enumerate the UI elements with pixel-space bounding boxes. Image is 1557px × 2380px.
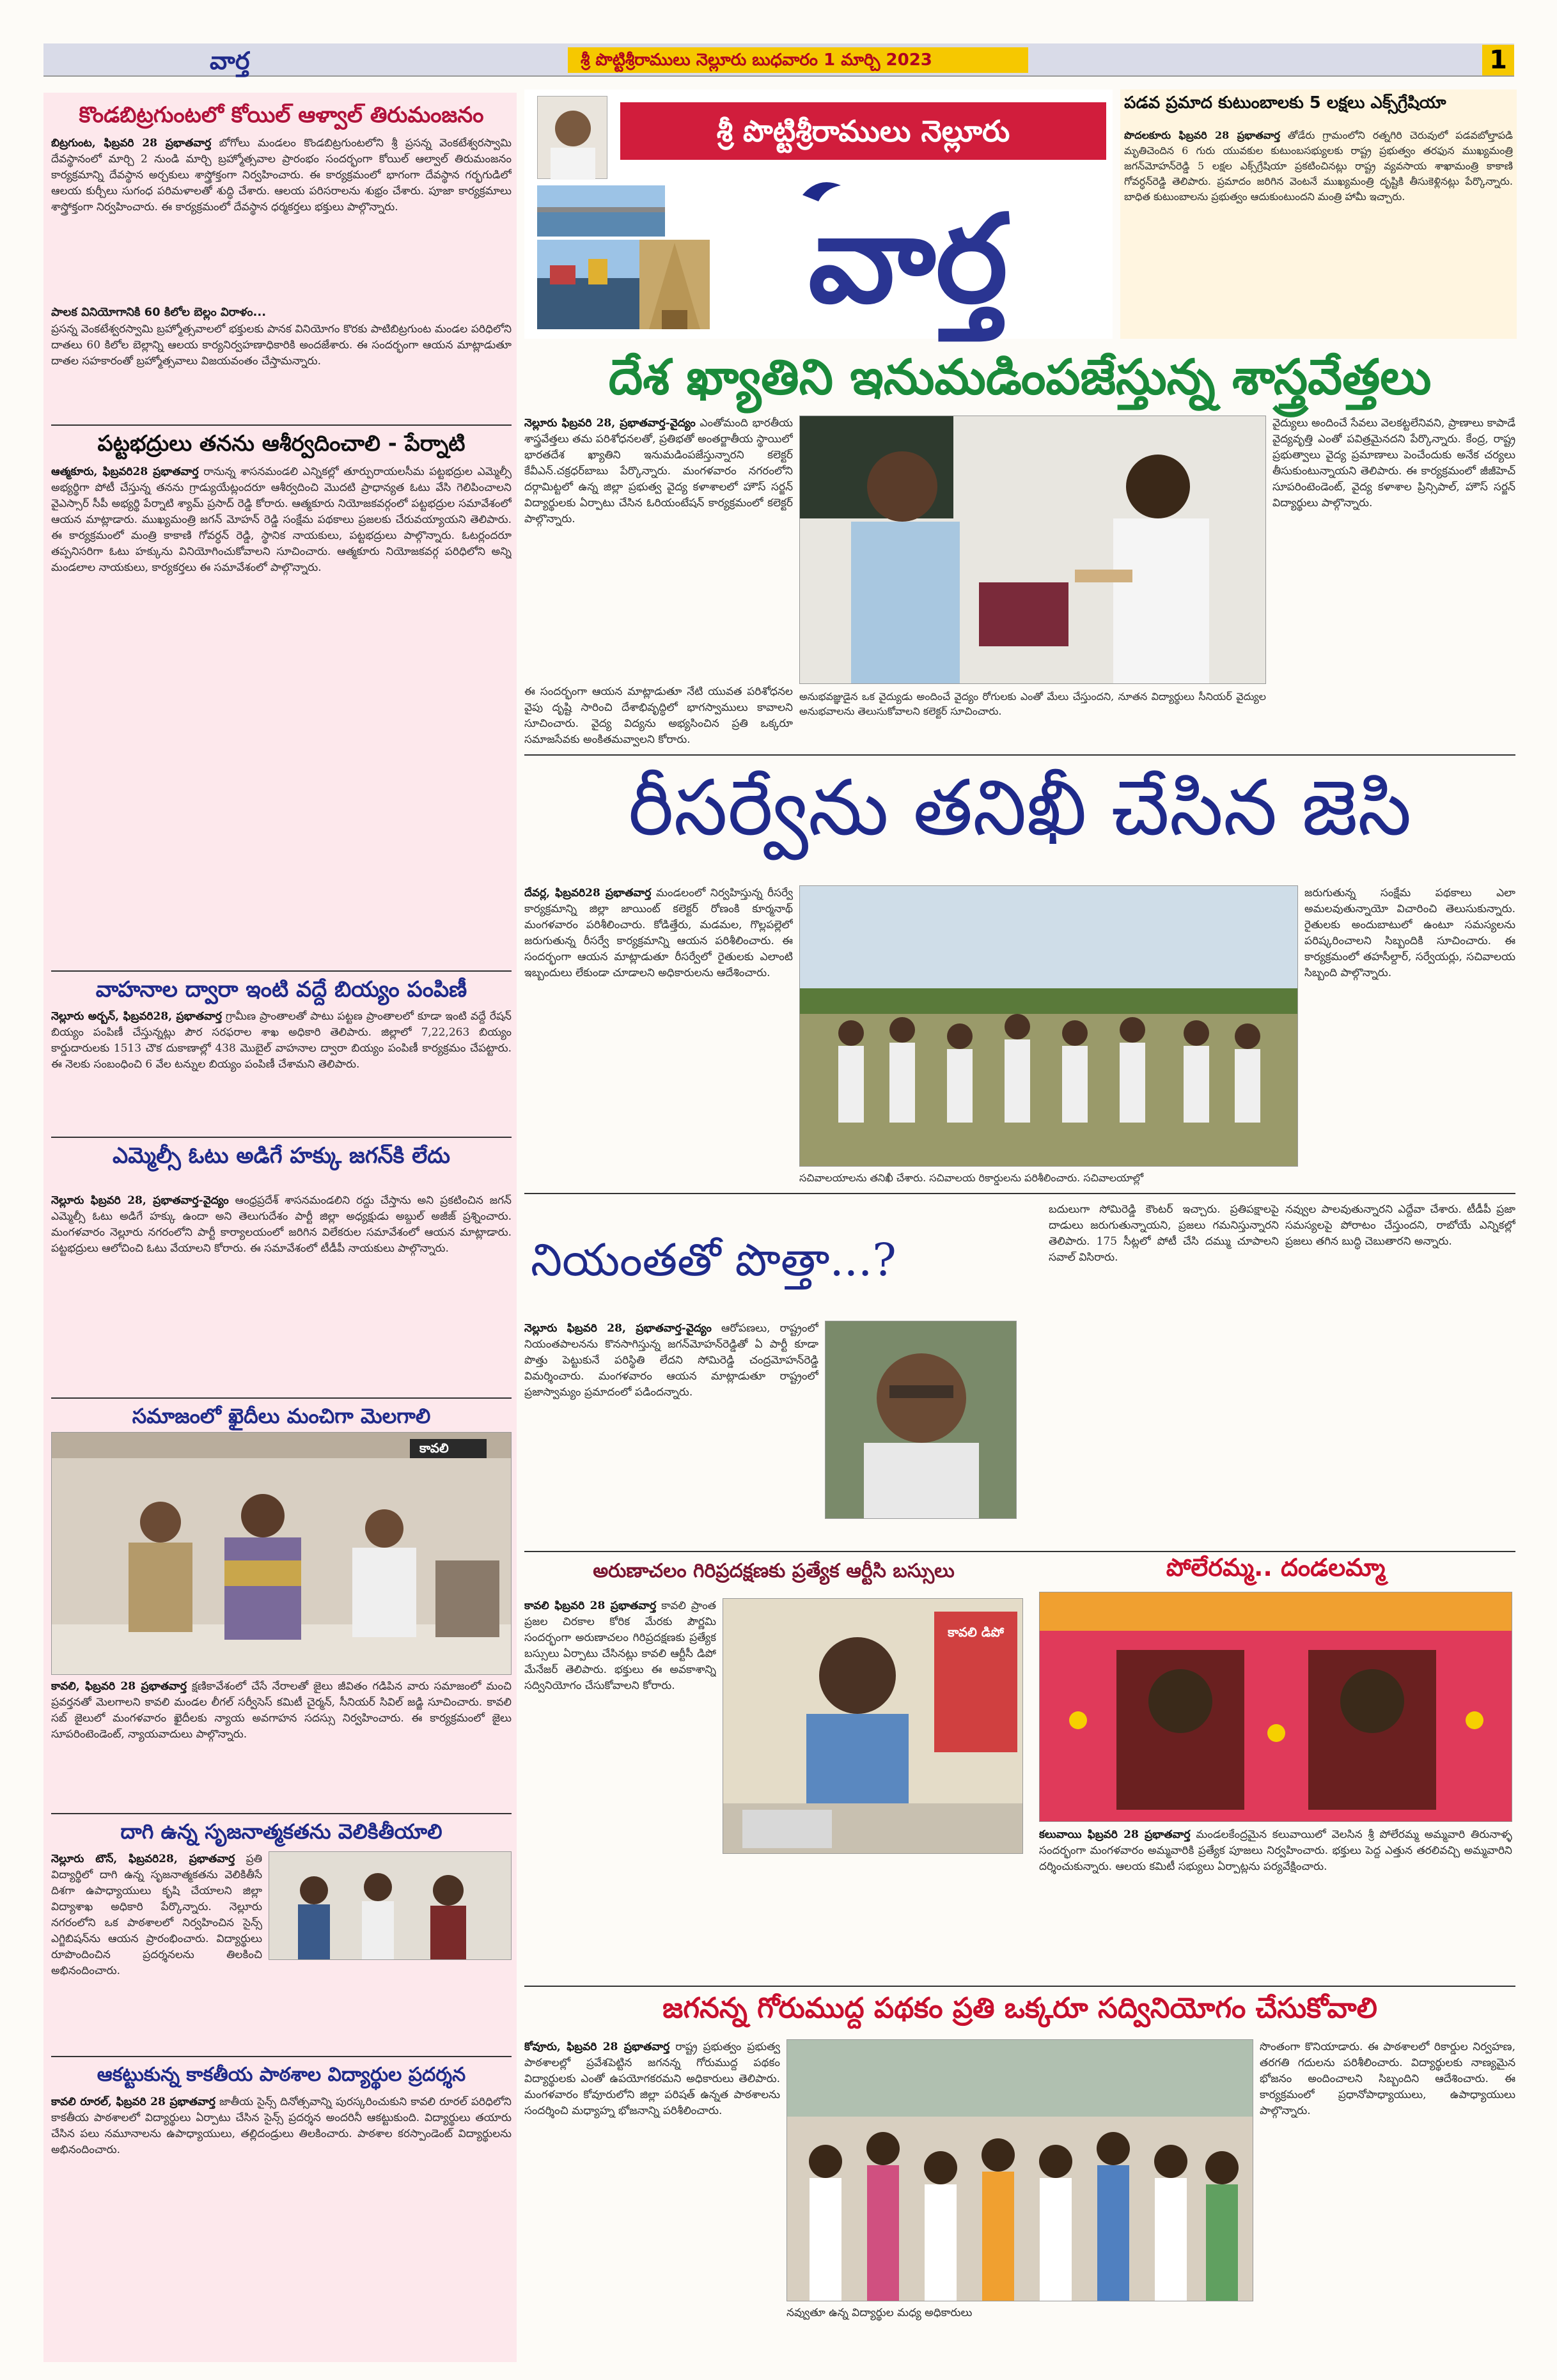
divider bbox=[524, 1551, 1515, 1552]
science-col2-text: ఈ సందర్భంగా ఆయన మాట్లాడుతూ నేటి యువత పరిశోధనల వైపు దృష్టి సారించి దేశాభివృద్ధిలో భాగస్వాములు కావాలని సూచించారు. వైద్య విద్యను అభ్యసించిన ప్రతి ఒక్కరూ సమాజసేవకు అంకితమవ్వాలని కోరారు. bbox=[524, 685, 793, 746]
exgratia-headline: పడవ ప్రమాద కుటుంబాలకు 5 లక్షలు ఎక్స్‌గ్రేషియా bbox=[1124, 93, 1446, 113]
divider bbox=[524, 1986, 1515, 1987]
school-headline: జగనన్న గోరుముద్ద పథకం ప్రతి ఒక్కరూ సద్వినియోగం చేసుకోవాలి bbox=[662, 1992, 1377, 2025]
science-col1 bbox=[524, 416, 793, 678]
story1-subhead: పాలక వినియోగానికి 60 కిలోల బెల్లం విరాళం... bbox=[51, 306, 267, 319]
temple-deity-photo bbox=[1039, 1592, 1512, 1822]
story1-body2: ప్రసన్న వెంకటేశ్వరస్వామి బ్రహ్మోత్సవాలలో భక్తులకు పానక వినియోగం కొరకు పాటిబిట్రగుంట మండల పరిధిలోని దాతలు 60 కిలోల బెల్లాన్ని ఆలయ కార్యనిర్వహణాధికారికి అందజేశారు. ఈ సందర్భంగా ఆయన మాట్లాడుతూ దాతల సహకారంతో బ్రహ్మోత్సవాలు విజయవంతం చేస్తామన్నారు. bbox=[51, 323, 512, 368]
politics-col1 bbox=[524, 1321, 818, 1544]
port-photo bbox=[537, 240, 639, 329]
school-caption: నవ్వుతూ ఉన్న విద్యార్థుల మధ్య అధికారులు bbox=[786, 2306, 973, 2319]
temple-body bbox=[1039, 1827, 1512, 1980]
story2-dateline: ఆత్మకూరు, ఫిబ్రవరి28 ప్రభాతవార్త bbox=[51, 465, 199, 478]
school-col1 bbox=[524, 2039, 780, 2359]
temple-illustration bbox=[639, 240, 710, 329]
story3-text: గ్రామీణ ప్రాంతాలతో పాటు పట్టణ ప్రాంతాలలో కూడా ఇంటి వద్దే రేషన్ బియ్యం పంపిణీ చేస్తున్నట్లు పౌర సరఫరాల శాఖ అధికారి తెలిపారు. జిల్లాలో 7,22,263 బియ్యం కార్డుదారులకు 1513 చౌక దుకాణాల్లో 438 మొబైల్ వాహనాల ద్వారా బియ్యం పంపిణీ కార్యక్రమం చేపట్టారు. ఈ నెలకు సంబంధించి 6 వేల టన్నుల బియ్యం పంపిణీ చేశామని తెలిపారు. bbox=[51, 1010, 512, 1071]
story4-body bbox=[51, 1193, 512, 1391]
somireddy-photo bbox=[825, 1321, 1017, 1519]
resurvey-col-left bbox=[524, 885, 793, 1186]
jail-photo-illustration bbox=[52, 1433, 512, 1675]
politics-headline: నియంతతో పొత్తా...? bbox=[531, 1234, 896, 1286]
strip-logo: వార్త bbox=[210, 46, 250, 75]
politics-col1-text: ఆరోపణలు, రాష్ట్రంలో నియంతపాలనను కొనసాగిస్తున్న జగన్‌మోహన్‌రెడ్డితో ఏ పార్టీ కూడా పొత్తు పెట్టుకునే పరిస్థితి లేదని సోమిరెడ్డి చంద్రమోహన్‌రెడ్డి విమర్శించారు. మంగళవారం ఆయన మాట్లాడుతూ రాష్ట్రంలో ప్రజాస్వామ్యం ప్రమాదంలో పడిందన్నారు. bbox=[524, 1322, 818, 1399]
exgratia-story bbox=[1120, 89, 1517, 339]
story5-dateline: కావలి, ఫిబ్రవరి 28 ప్రభాతవార్త bbox=[51, 1680, 187, 1693]
story5-headline: సమాజంలో ఖైదీలు మంచిగా మెలగాలి bbox=[132, 1404, 431, 1428]
school-col1-text: రాష్ట్ర ప్రభుత్వం ప్రభుత్వ పాఠశాలల్లో ప్రవేశపెట్టిన జగనన్న గోరుముద్ద పథకం విద్యార్థులకు ఎంతో ఉపయోగకరమని అధికారులు తెలిపారు. మంగళవారం కోవూరులోని జిల్లా పరిషత్ ఉన్నత పాఠశాలను సందర్శించి మధ్యాహ్న భోజనాన్ని పరిశీలించారు. bbox=[524, 2041, 780, 2117]
divider bbox=[51, 970, 512, 972]
story2-body bbox=[51, 464, 512, 963]
resurvey-headline: రీసర్వేను తనిఖీ చేసిన జెసి bbox=[628, 764, 1412, 853]
jail-photo-sign: కావలి bbox=[419, 1440, 449, 1456]
story6-text: ప్రతి విద్యార్థిలో దాగి ఉన్న సృజనాత్మకతను వెలికితీసే దిశగా ఉపాధ్యాయులు కృషి చేయాలని జిల్లా విద్యాశాఖ అధికారి పేర్కొన్నారు. నెల్లూరు నగరంలోని ఒక పాఠశాలలో నిర్వహించిన సైన్స్ ఎగ్జిబిషన్‌ను ఆయన ప్రారంభించారు. విద్యార్థులు రూపొందించిన ప్రదర్శనలను తిలకించి అభినందించారు. bbox=[51, 1853, 262, 1977]
depot-sign: కావలి డిపో bbox=[948, 1624, 1004, 1640]
story7-dateline: కావలి రూరల్, ఫిబ్రవరి 28 ప్రభాతవార్త bbox=[51, 2096, 215, 2108]
page-number: 1 bbox=[1482, 45, 1514, 75]
deity-illustration bbox=[1040, 1592, 1512, 1822]
temple-dateline: కలువాయి ఫిబ్రవరి 28 ప్రభాతవార్త bbox=[1039, 1828, 1191, 1841]
bus-dateline: కావలి ఫిబ్రవరి 28 ప్రభాతవార్త bbox=[524, 1599, 657, 1612]
resurvey-col-left-text: మండలంలో నిర్వహిస్తున్న రీసర్వే కార్యక్రమాన్ని జిల్లా జాయింట్ కలెక్టర్ రోణంకి కూర్మనాథ్ మంగళవారం పరిశీలించారు. కోడిత్తేరు, మడమల, గొల్లపల్లెలో జరుగుతున్న రీసర్వే కార్యక్రమాన్ని ఆయన పరిశీలించారు. ఈ సందర్భంగా ఆయన మాట్లాడుతూ రీసర్వేలో రైతులకు ఎలాంటి ఇబ్బందులు లేకుండా చూడాలని అధికారులను ఆదేశించారు. bbox=[524, 887, 793, 979]
science-caption: అనుభవజ్ఞుడైన ఒక వైద్యుడు అందించే వైద్యం రోగులకు ఎంతో మేలు చేస్తుందని, నూతన విద్యార్థులు సీనియర్ వైద్యుల అనుభవాలను తెలుసుకోవాలని కలెక్టర్ సూచించారు. bbox=[799, 690, 1266, 717]
divider bbox=[51, 2056, 512, 2057]
story7-body bbox=[51, 2094, 512, 2356]
story1-dateline: బిట్రగుంట, ఫిబ్రవరి 28 ప్రభాతవార్త bbox=[51, 137, 212, 150]
scientists-banner-headline: దేశ ఖ్యాతిని ఇనుమడింపజేస్తున్న శాస్త్రవేత్తలు bbox=[608, 348, 1432, 405]
politician-illustration bbox=[825, 1321, 1017, 1519]
exgratia-dateline: పొదలకూరు ఫిబ్రవరి 28 ప్రభాతవార్త bbox=[1124, 129, 1280, 141]
story6-dateline: నెల్లూరు టౌన్, ఫిబ్రవరి28, ప్రభాతవార్త bbox=[51, 1853, 235, 1865]
story4-dateline: నెల్లూరు ఫిబ్రవరి 28, ప్రభాతవార్త-వైద్యం bbox=[51, 1194, 229, 1207]
temple-headline: పోలేరమ్మ.. దండలమ్మా bbox=[1166, 1553, 1386, 1582]
resurvey-dateline: దేవర్ల, ఫిబ్రవరి28 ప్రభాతవార్త bbox=[524, 887, 652, 899]
masthead bbox=[524, 89, 1113, 339]
expo-photo-illustration bbox=[269, 1852, 512, 1960]
story6-body-left bbox=[51, 1851, 262, 2049]
story6-headline: దాగి ఉన్న సృజనాత్మకతను వెలికితీయాలి bbox=[120, 1819, 442, 1844]
bridge-illustration bbox=[537, 185, 665, 237]
collector-event-photo bbox=[799, 416, 1266, 684]
school-dateline: కోవూరు, ఫిబ్రవరి 28 ప్రభాతవార్త bbox=[524, 2041, 670, 2053]
students-illustration bbox=[787, 2040, 1253, 2301]
divider bbox=[524, 754, 1515, 756]
bridge-photo bbox=[537, 185, 665, 237]
story1-body bbox=[51, 136, 512, 302]
founder-portrait bbox=[537, 96, 607, 179]
depot-manager-photo bbox=[723, 1598, 1023, 1854]
exgratia-body bbox=[1124, 128, 1513, 332]
masthead-strip bbox=[43, 43, 1514, 77]
divider bbox=[51, 424, 512, 426]
jail-awareness-photo bbox=[51, 1432, 512, 1675]
divider bbox=[51, 1813, 512, 1814]
resurvey-col-right: జరుగుతున్న సంక్షేమ పథకాలు ఎలా అమలవుతున్నాయో విచారించి తెలుసుకున్నారు. రైతులకు అందుబాటులో ఉంటూ సమస్యలను పరిష్కరించాలని సిబ్బందికి సూచించారు. ఈ కార్యక్రమంలో తహసీల్దార్, సర్వేయర్లు, సచివాలయ సిబ్బంది పాల్గొన్నారు. bbox=[1304, 887, 1515, 979]
story5-body bbox=[51, 1679, 512, 1807]
divider bbox=[51, 1137, 512, 1138]
politics-dateline: నెల్లూరు ఫిబ్రవరి 28, ప్రభాతవార్త-వైద్యం bbox=[524, 1322, 712, 1335]
story4-text: ఆంధ్రప్రదేశ్ శాసనమండలిని రద్దు చేస్తాను అని ప్రకటించిన జగన్ ఎమ్మెల్సీ ఓటు అడిగే హక్కు ఉందా అని తెలుగుదేశం పార్టీ జిల్లా అధ్యక్షుడు అబ్దుల్ అజీజ్ ప్రశ్నించారు. మంగళవారం నెల్లూరు నగరంలోని పార్టీ కార్యాలయంలో జరిగిన విలేకరుల సమావేశంలో ఆయన మాట్లాడారు. పట్టభద్రులు ఆలోచించి ఓటు వేయాలని కోరారు. ఈ సమావేశంలో టీడీపీ నాయకులు పాల్గొన్నారు. bbox=[51, 1194, 512, 1255]
main-logo: వార్త bbox=[808, 187, 1008, 330]
story2-headline: పట్టభద్రులు తనను ఆశీర్వదించాలి - పేర్నాటి bbox=[97, 431, 466, 456]
story1-headline: కొండబిట్రగుంటలో కోయిల్ ఆళ్వాల్ తిరుమంజనం bbox=[79, 102, 484, 128]
resurvey-field-photo bbox=[799, 885, 1298, 1167]
story1-text: బోగోలు మండలం కొండబిట్రగుంటలోని శ్రీ ప్రసన్న వెంకటేశ్వరస్వామి దేవస్థానంలో మార్చి 2 నుండి మార్చి బ్రహ్మోత్సవాల ప్రారంభం సందర్భంగా కోయిల్ ఆల్వాల్ తిరుమంజనం కార్యక్రమాన్ని దేవస్థాన అర్చకులు శాస్త్రోక్తంగా నిర్వహించారు. ఈ కార్యక్రమంలో భాగంగా దేవస్థాన గర్భగుడిలో ఆలయ కుర్చీలు సుగంధ పరిమళాలతో శుద్ధి చేశారు. ఆలయ పరిసరాలను శుభ్రం చేశారు. పూజా కార్యక్రమాలు శాస్త్రోక్తంగా నిర్వహించారు. ఈ కార్యక్రమంలో దేవస్థాన ధర్మకర్తలు భక్తులు పాల్గొన్నారు. bbox=[51, 137, 512, 214]
story5-text: క్షణికావేశంలో చేసే నేరాలతో జైలు జీవితం గడిపిన వారు సమాజంలో మంచి ప్రవర్తనతో మెలగాలని కావలి మండల లీగల్ సర్వీసెస్ కమిటీ చైర్మన్, సీనియర్ సివిల్ జడ్జి సూచించారు. కావలి సబ్ జైలులో మంగళవారం ఖైదీలకు న్యాయ అవగాహన సదస్సు నిర్వహించారు. ఈ కార్యక్రమంలో జైలు సూపరింటెండెంట్, న్యాయవాదులు పాల్గొన్నారు. bbox=[51, 1680, 512, 1741]
science-col1-text: ఎంతోమంది భారతీయ శాస్త్రవేత్తలు తమ పరిశోధనలతో, ప్రతిభతో అంతర్జాతీయ స్థాయిలో భారతదేశ ఖ్యాతిని ఇనుమడింపజేస్తున్నారని కలెక్టర్ కేవీఎన్.చక్రధర్‌బాబు పేర్కొన్నారు. మంగళవారం నగరంలోని దర్గామిట్టలో ఉన్న జిల్లా ప్రభుత్వ వైద్య కళాశాలలో హౌస్ సర్జన్ విద్యార్థులకు ఏర్పాటు చేసిన ఓరియంటేషన్ కార్యక్రమంలో కలెక్టర్ పాల్గొన్నారు. bbox=[524, 417, 793, 525]
story4-headline: ఎమ్మెల్సీ ఓటు అడిగే హక్కు జగన్‌కి లేదు bbox=[112, 1143, 451, 1169]
story3-headline: వాహనాల ద్వారా ఇంటి వద్దే బియ్యం పంపిణీ bbox=[95, 977, 467, 1002]
temple-text: మండలకేంద్రమైన కలువాయిలో వెలసిన శ్రీ పోలేరమ్మ అమ్మవారి తిరునాళ్ళ సందర్భంగా మంగళవారం అమ్మవారికి ప్రత్యేక పూజలు నిర్వహించారు. భక్తులు పెద్ద ఎత్తున తరలివచ్చి అమ్మవారిని దర్శించుకున్నారు. ఆలయ కమిటీ సభ్యులు ఏర్పాట్లను పర్యవేక్షించారు. bbox=[1039, 1828, 1512, 1873]
bus-headline: అరుణాచలం గిరిప్రదక్షణకు ప్రత్యేక ఆర్టీసి బస్సులు bbox=[593, 1560, 955, 1582]
bus-text: కావలి ప్రాంత ప్రజల చిరకాల కోరిక మేరకు పౌర్ణమి సందర్భంగా అరుణాచలం గిరిప్రదక్షణకు ప్రత్యేక బస్సులు ఏర్పాటు చేసినట్లు కావలి ఆర్టీసీ డిపో మేనేజర్ తెలిపారు. భక్తులు ఈ అవకాశాన్ని సద్వినియోగం చేసుకోవాలని కోరారు. bbox=[524, 1599, 716, 1692]
story3-body bbox=[51, 1009, 512, 1130]
divider bbox=[51, 1397, 512, 1399]
story3-dateline: నెల్లూరు అర్బన్, ఫిబ్రవరి28, ప్రభాతవార్త bbox=[51, 1010, 222, 1023]
science-col4: వైద్యులు అందించే సేవలు వెలకట్టలేనివని, ప్రాణాలు కాపాడే వైద్యవృత్తి ఎంతో పవిత్రమైనదని పేర్కొన్నారు. కేంద్ర, రాష్ట్ర ప్రభుత్వాలు వైద్య ప్రమాణాలు పెంచేందుకు అనేక చర్యలు తీసుకుంటున్నాయని తెలిపారు. ఈ కార్యక్రమంలో జీజీహెచ్ సూపరింటెండెంట్, వైద్య కళాశాల ప్రిన్సిపాల్, హౌస్ సర్జన్ విద్యార్థులు పాల్గొన్నారు. bbox=[1272, 417, 1515, 509]
portrait-illustration bbox=[538, 97, 608, 180]
bus-body bbox=[524, 1598, 716, 1995]
story7-text: జాతీయ సైన్స్ దినోత్సవాన్ని పురస్కరించుకుని కావలి రూరల్ పరిధిలోని కాకతీయ పాఠశాలలో విద్యార్థులు ఏర్పాటు చేసిన సైన్స్ ప్రదర్శన అందరినీ ఆకట్టుకుంది. విద్యార్థులు తయారు చేసిన పలు నమూనాలను ఉపాధ్యాయులు, తల్లిదండ్రులు తిలకించారు. పాఠశాల కరస్పాండెంట్ విద్యార్థులను అభినందించారు. bbox=[51, 2096, 512, 2156]
collector-photo-illustration bbox=[800, 416, 1266, 684]
edition-line: శ్రీ పొట్టిశ్రీరాములు నెల్లూరు బుధవారం 1 మార్చి 2023 bbox=[568, 47, 1028, 73]
science-expo-photo bbox=[269, 1851, 512, 1960]
edition-banner: శ్రీ పొట్టిశ్రీరాములు నెల్లూరు bbox=[620, 102, 1106, 160]
school-students-photo bbox=[786, 2039, 1253, 2301]
story2-text: రానున్న శాసనమండలి ఎన్నికల్లో తూర్పురాయలసీమ పట్టభద్రుల ఎమ్మెల్సీ అభ్యర్థిగా పోటీ చేస్తున్న తనను గ్రాడ్యుయేట్లందరూ ఆశీర్వదించి మొదటి ప్రాధాన్యత ఓటు వేసి గెలిపించాలని వైఎస్సార్ సీపీ అభ్యర్థి పేర్నాటి శ్యామ్ ప్రసాద్ రెడ్డి కోరారు. ఆత్మకూరు నియోజకవర్గంలో పట్టభద్రుల సమావేశంలో ఆయన మాట్లాడారు. ముఖ్యమంత్రి జగన్ మోహన్ రెడ్డి సంక్షేమ పథకాలు ప్రజలకు చేరువయ్యాయని తెలిపారు. ఈ కార్యక్రమంలో మంత్రి కాకాణి గోవర్ధన్ రెడ్డి, స్థానిక నాయకులు, పట్టభద్రులు పాల్గొన్నారు. ఓటర్లందరూ తప్పనిసరిగా ఓటు హక్కును వినియోగించుకోవాలని సూచించారు. ఆత్మకూరు నియోజకవర్గ పరిధిలోని అన్ని మండలాల నాయకులు, కార్యకర్తలు ఈ సమావేశంలో పాల్గొన్నారు. bbox=[51, 465, 512, 574]
exgratia-text: తోడేరు గ్రామంలోని రత్నగిరి చెరువులో పడవబోల్తాపడి మృతిచెందిన 6 గురు యువకుల కుటుంబసభ్యులకు రాష్ట్ర ప్రభుత్వం తరఫున ముఖ్యమంత్రి జగన్‌మోహన్‌రెడ్డి 5 లక్షల ఎక్స్‌గ్రేషియా ప్రకటించినట్లు రాష్ట్ర వ్యవసాయ శాఖామంత్రి కాకాణి గోవర్ధన్‌రెడ్డి తెలిపారు. ప్రమాదం జరిగిన వెంటనే ముఖ్యమంత్రి దృష్టికి తీసుకెళ్లినట్లు పేర్కొన్నారు. బాధిత కుటుంబాలను ప్రభుత్వం ఆదుకుంటుందని మంత్రి హామీ ఇచ్చారు. bbox=[1124, 129, 1513, 203]
science-col1-extra bbox=[524, 684, 793, 748]
field-photo-illustration bbox=[800, 886, 1298, 1167]
school-col3: సొంతంగా కొనియాడారు. ఈ పాఠశాలలో రికార్డుల నిర్వహణ, తరగతి గదులను పరిశీలించారు. విద్యార్థులకు నాణ్యమైన భోజనం అందించాలని సిబ్బందిని ఆదేశించారు. ఈ కార్యక్రమంలో ప్రధానోపాధ్యాయులు, ఉపాధ్యాయులు పాల్గొన్నారు. bbox=[1260, 2041, 1515, 2117]
science-dateline: నెల్లూరు ఫిబ్రవరి 28, ప్రభాతవార్త-వైద్యం bbox=[524, 417, 696, 430]
politics-col3: నవ్వుల పాలవుతున్నారని ఎద్దేవా చేశారు. టీడీపీ ప్రజా సమస్యలపై పోరాటం చేస్తుందని, రాబోయే ఎన్నికల్లో ప్రజలు తగిన బుద్ధి చెబుతారని అన్నారు. bbox=[1285, 1203, 1515, 1248]
story7-headline: ఆకట్టుకున్న కాకతీయ పాఠశాల విద్యార్థుల ప్రదర్శన bbox=[97, 2064, 466, 2086]
divider bbox=[524, 1193, 1515, 1194]
temple-tower-photo bbox=[639, 240, 710, 329]
politics-col2: బదులుగా సోమిరెడ్డి కౌంటర్ ఇచ్చారు. ప్రతిపక్షాలపై దాడులు జరుగుతున్నాయని, ప్రజలు గమనిస్తున్నారని తెలిపారు. 175 సీట్లలో పోటీ చేసి దమ్ము చూపాలని సవాల్ విసిరారు. bbox=[1049, 1203, 1279, 1264]
resurvey-caption: సచివాలయాలను తనిఖీ చేశారు. సచివాలయ రికార్డులను పరిశీలించారు. సచివాలయాల్లో bbox=[799, 1172, 1144, 1184]
port-illustration bbox=[537, 240, 639, 329]
